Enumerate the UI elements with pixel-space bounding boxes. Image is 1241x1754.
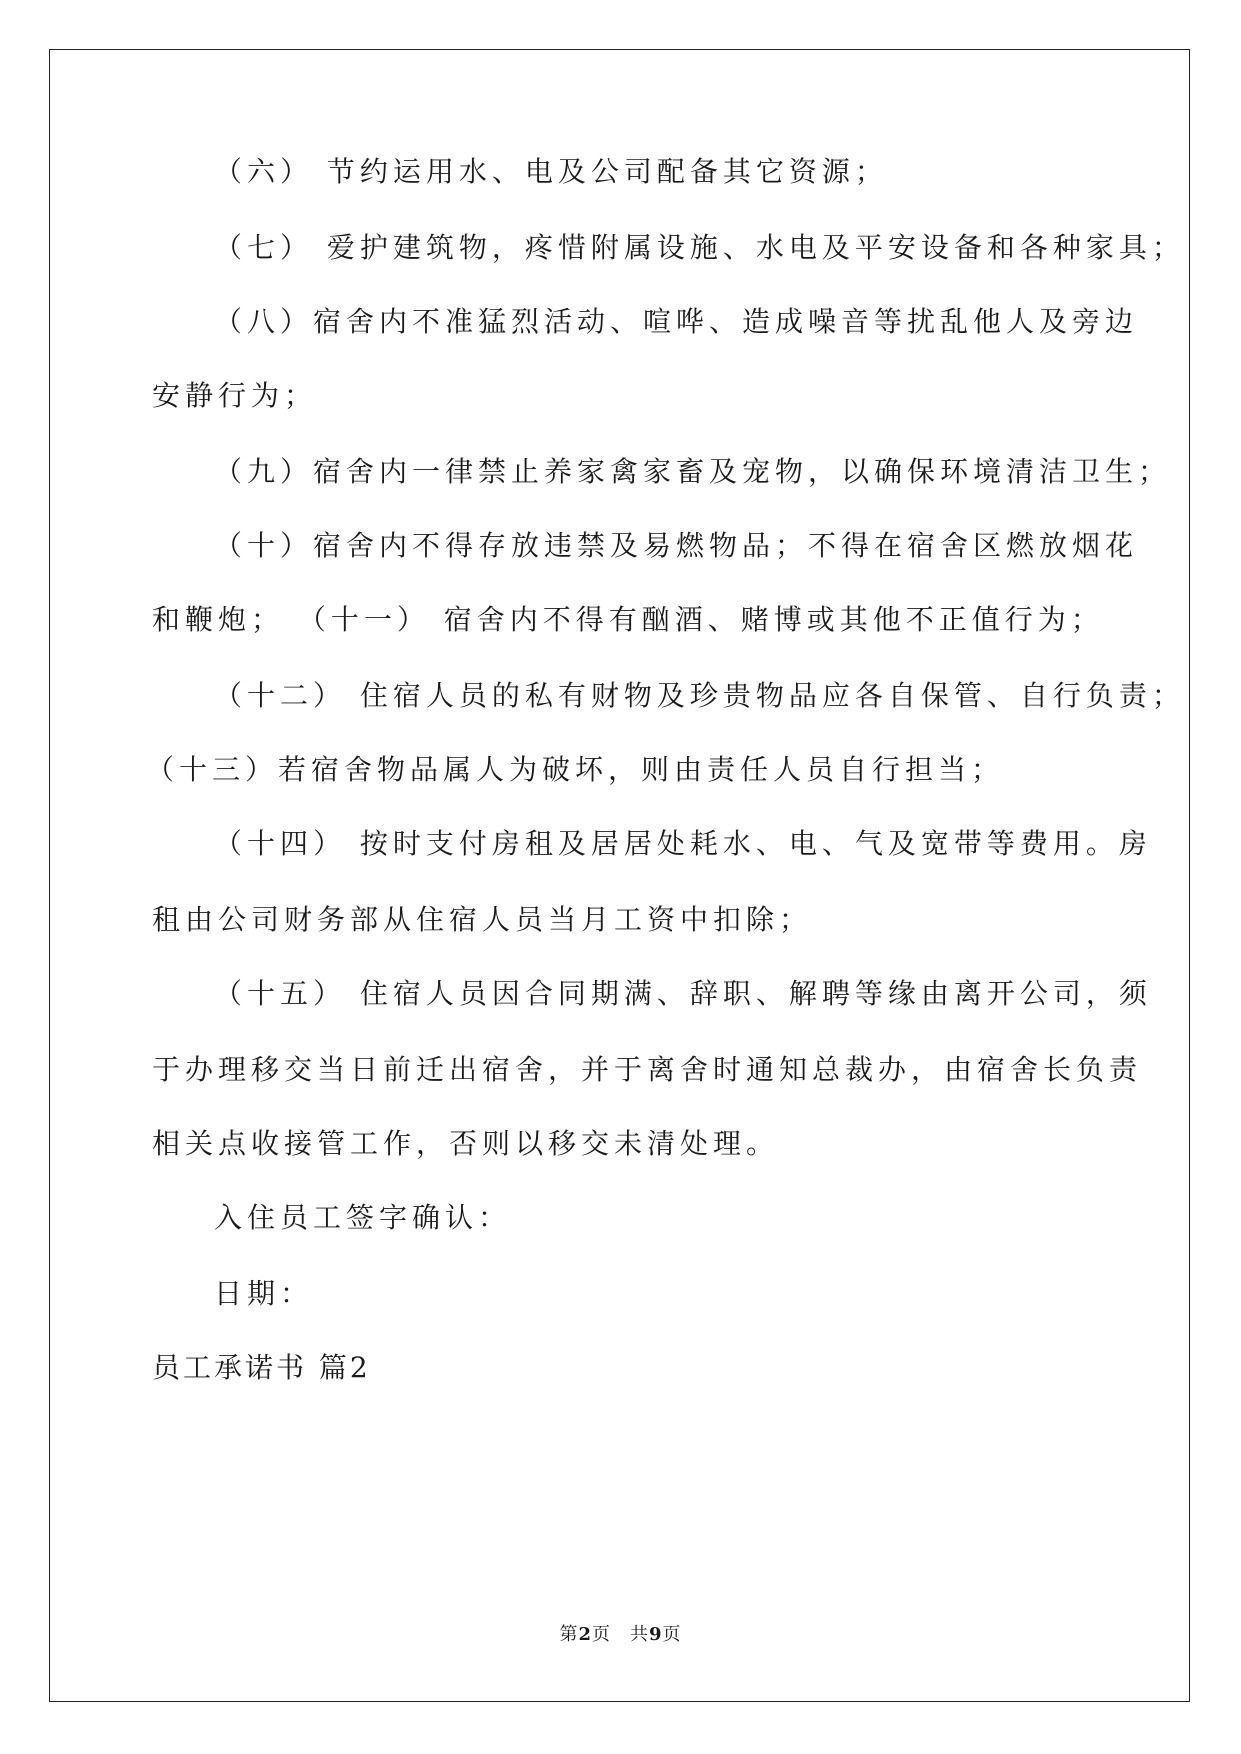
clause-8-cont: 安静行为； — [152, 379, 318, 412]
clause-10: （十）宿舍内不得存放违禁及易燃物品；不得在宿舍区燃放烟花 — [214, 529, 1139, 562]
page-footer — [0, 1620, 1241, 1646]
clause-15-cont-1: 于办理移交当日前迁出宿舍，并于离舍时通知总裁办，由宿舍长负责 — [152, 1053, 1143, 1086]
clause-6: （六） 节约运用水、电及公司配备其它资源； — [214, 155, 888, 188]
date-label: 日期： — [214, 1277, 314, 1310]
footer-suffix: 页 — [662, 1624, 682, 1645]
page-border — [49, 49, 1190, 1702]
clause-15-cont-2: 相关点收接管工作，否则以移交未清处理。 — [152, 1127, 780, 1160]
clause-12: （十二） 住宿人员的私有财物及珍贵物品应各自保管、自行负责； — [214, 679, 1185, 712]
clause-14-cont: 租由公司财务部从住宿人员当月工资中扣除； — [152, 903, 813, 936]
clause-8: （八）宿舍内不准猛烈活动、喧哗、造成噪音等扰乱他人及旁边 — [214, 305, 1139, 338]
clause-13: （十三）若宿舍物品属人为破坏，则由责任人员自行担当； — [146, 753, 1005, 786]
clause-10-11: 和鞭炮； （十一） 宿舍内不得有酗酒、赌博或其他不正值行为； — [152, 603, 1104, 636]
signature-label: 入住员工签字确认： — [214, 1201, 512, 1234]
clause-14: （十四） 按时支付房租及居居处耗水、电、气及宽带等费用。房 — [214, 827, 1152, 860]
footer-prefix: 第 — [559, 1624, 579, 1645]
clause-7: （七） 爱护建筑物，疼惜附属设施、水电及平安设备和各种家具； — [214, 231, 1185, 264]
section-heading: 员工承诺书 篇2 — [152, 1351, 371, 1384]
footer-total-pages: 9 — [649, 1624, 663, 1645]
clause-15: （十五） 住宿人员因合同期满、辞职、解聘等缘由离开公司，须 — [214, 977, 1152, 1010]
clause-9: （九）宿舍内一律禁止养家禽家畜及宠物，以确保环境清洁卫生； — [214, 455, 1172, 488]
footer-page-number: 2 — [578, 1624, 592, 1645]
footer-mid: 页 共 — [592, 1624, 649, 1645]
